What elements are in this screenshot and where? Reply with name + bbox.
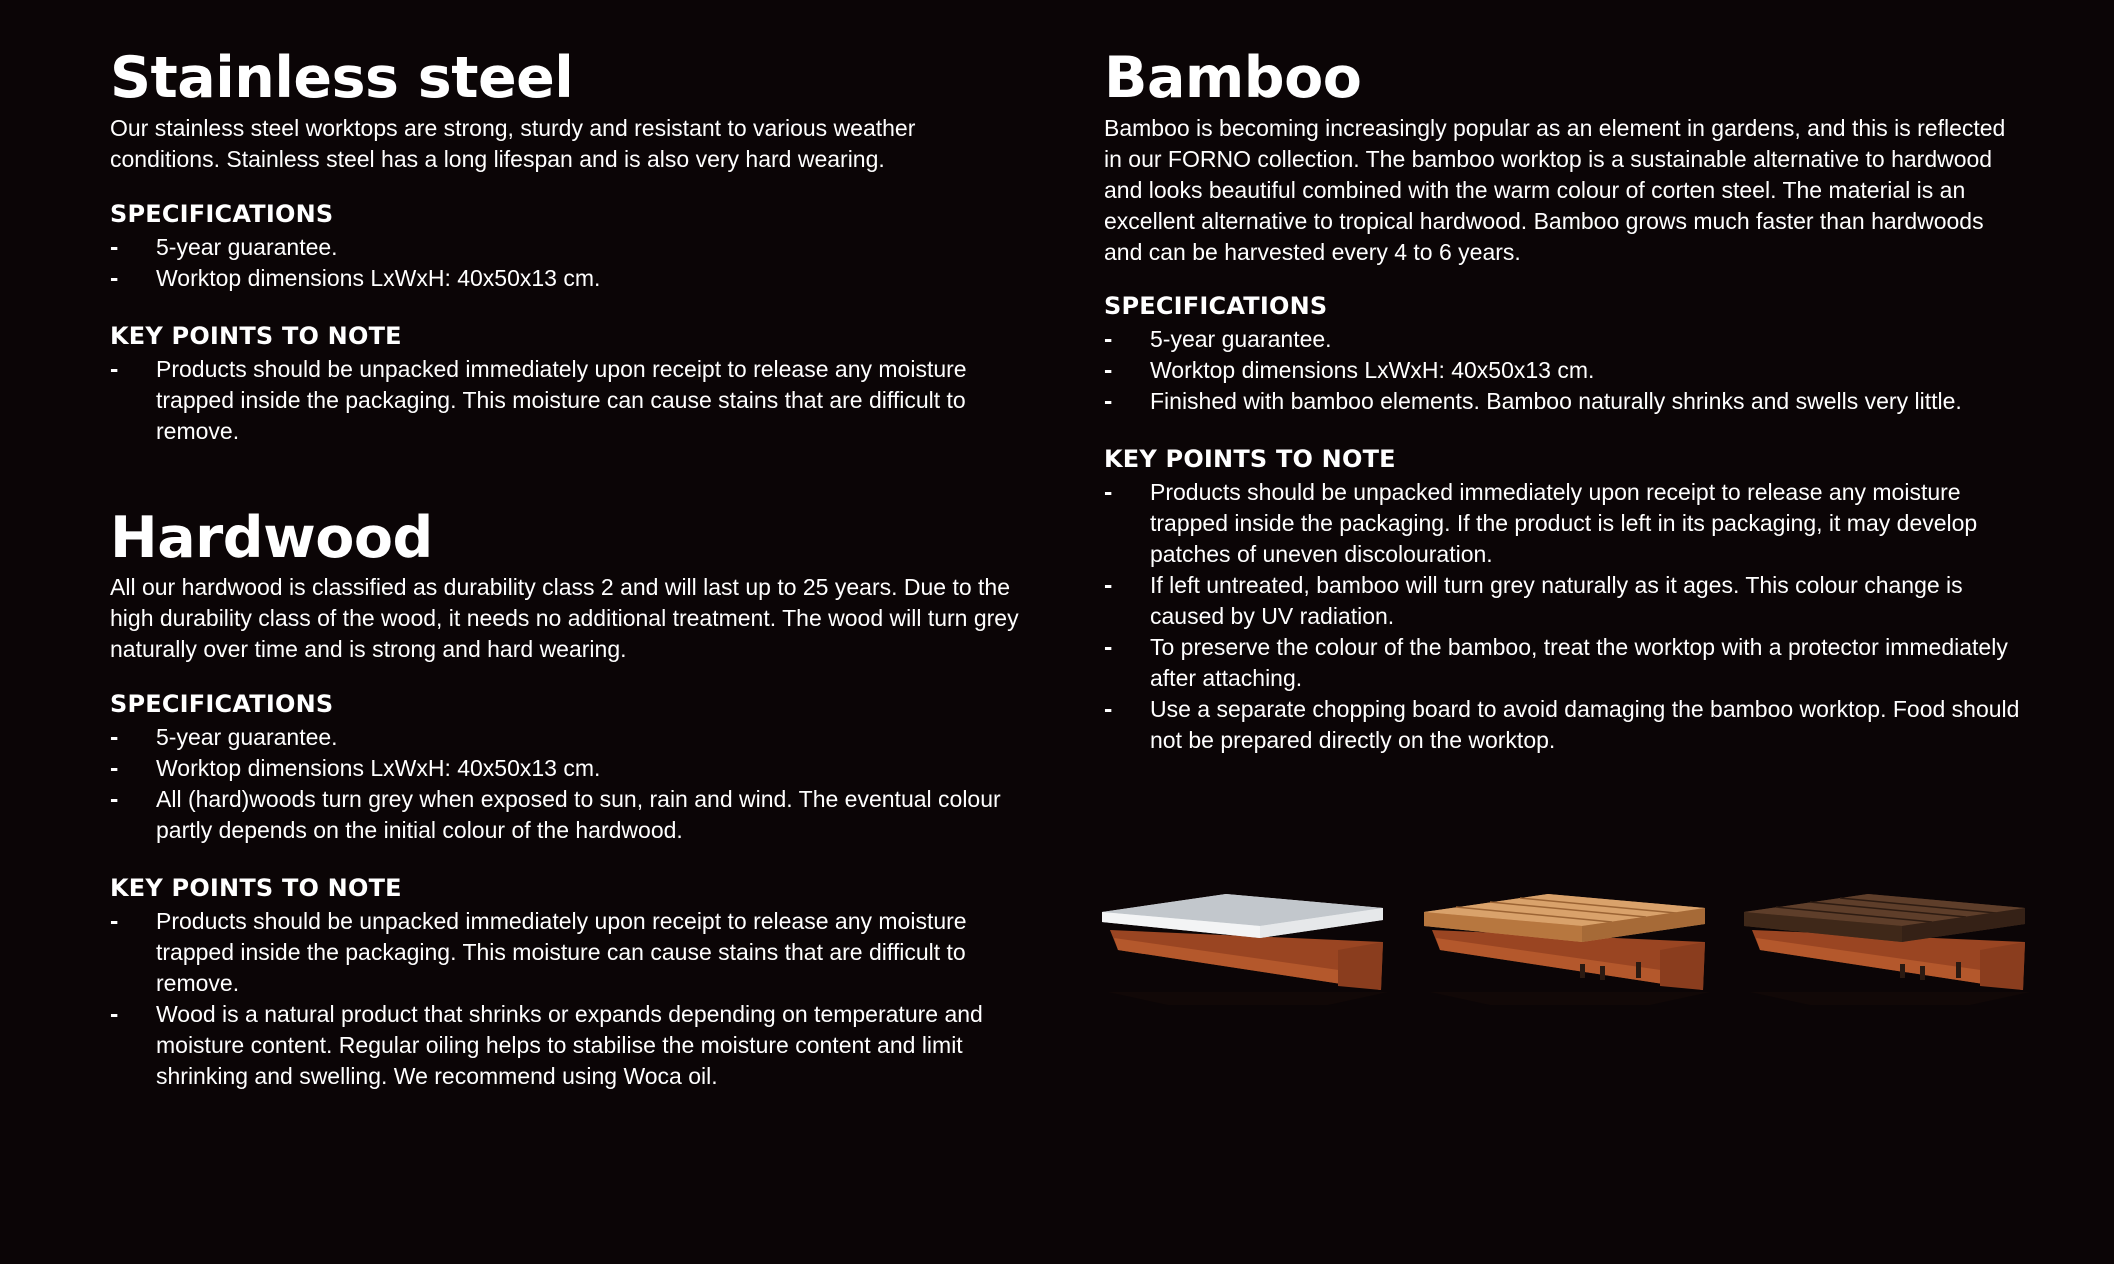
hardwood-section <box>110 505 1030 571</box>
hardwood-intro-block <box>110 572 1030 665</box>
stainless-key-block <box>110 321 1030 447</box>
bamboo-key-block <box>1104 444 2024 756</box>
hardwood-worktop-image <box>1740 880 2040 1010</box>
hardwood-key-block <box>110 873 1030 1092</box>
bamboo-spec-heading: SPECIFICATIONS <box>1104 292 1328 320</box>
stainless-spec-heading: SPECIFICATIONS <box>110 200 334 228</box>
stainless-intro: Our stainless steel worktops are strong, sturdy and resistant to various weather conditions. Stainless steel has a long lifespan and is also very hard wearing. <box>110 115 916 172</box>
list-item: - Worktop dimensions LxWxH: 40x50x13 cm. <box>110 263 1030 294</box>
list-item: - Products should be unpacked immediately upon receipt to release any moisture trapped inside the packaging. This moisture can cause stains that are difficult to remove. <box>110 906 1030 999</box>
list-item: - Wood is a natural product that shrinks or expands depending on temperature and moisture content. Regular oiling helps to stabilise the moisture content and limit shrinking and swelling. We recommend using Woca oil. <box>110 999 1030 1092</box>
stainless-key-list <box>110 354 1030 447</box>
list-item: - Worktop dimensions LxWxH: 40x50x13 cm. <box>1104 355 2024 386</box>
bamboo-key-list <box>1104 477 2024 756</box>
list-item: - 5-year guarantee. <box>110 232 1030 263</box>
bamboo-intro-block <box>1104 113 2024 268</box>
bamboo-worktop-image <box>1420 880 1720 1010</box>
hardwood-spec-list <box>110 722 1030 846</box>
list-item: - 5-year guarantee. <box>1104 324 2024 355</box>
list-item: - To preserve the colour of the bamboo, treat the worktop with a protector immediately after attaching. <box>1104 632 2024 694</box>
stainless-worktop-image <box>1098 880 1398 1010</box>
bamboo-key-heading: KEY POINTS TO NOTE <box>1104 445 1396 473</box>
list-item: - Use a separate chopping board to avoid damaging the bamboo worktop. Food should not be prepared directly on the worktop. <box>1104 694 2024 756</box>
stainless-key-heading: KEY POINTS TO NOTE <box>110 322 402 350</box>
stainless-intro-block <box>110 113 1030 175</box>
hardwood-title: Hardwood <box>110 505 433 571</box>
bamboo-spec-block <box>1104 291 2024 417</box>
list-item: - Products should be unpacked immediately upon receipt to release any moisture trapped inside the packaging. If the product is left in its packaging, it may develop patches of uneven discolouration. <box>1104 477 2024 570</box>
hardwood-spec-heading: SPECIFICATIONS <box>110 690 334 718</box>
product-images <box>1098 880 2038 1010</box>
list-item: - Products should be unpacked immediately upon receipt to release any moisture trapped inside the packaging. This moisture can cause stains that are difficult to remove. <box>110 354 1030 447</box>
hardwood-intro: All our hardwood is classified as durability class 2 and will last up to 25 years. Due to the high durability class of the wood, it needs no additional treatment. The wood will turn grey naturally over time and is strong and hard wearing. <box>110 574 1019 662</box>
bamboo-spec-list <box>1104 324 2024 417</box>
list-item: - Worktop dimensions LxWxH: 40x50x13 cm. <box>110 753 1030 784</box>
hardwood-key-heading: KEY POINTS TO NOTE <box>110 874 402 902</box>
list-item: - Finished with bamboo elements. Bamboo naturally shrinks and swells very little. <box>1104 386 2024 417</box>
bamboo-section <box>1104 45 2024 111</box>
hardwood-spec-block <box>110 689 1030 846</box>
stainless-spec-block <box>110 199 1030 294</box>
list-item: - If left untreated, bamboo will turn grey naturally as it ages. This colour change is caused by UV radiation. <box>1104 570 2024 632</box>
stainless-section <box>110 45 1030 111</box>
bamboo-title: Bamboo <box>1104 45 1362 111</box>
list-item: - 5-year guarantee. <box>110 722 1030 753</box>
hardwood-key-list <box>110 906 1030 1092</box>
stainless-spec-list <box>110 232 1030 294</box>
bamboo-intro: Bamboo is becoming increasingly popular as an element in gardens, and this is reflected in our FORNO collection. The bamboo worktop is a sustainable alternative to hardwood and looks beautiful combined with the warm colour of corten steel. The material is an excellent alternative to tropical hardwood. Bamboo grows much faster than hardwoods and can be harvested every 4 to 6 years. <box>1104 115 2006 265</box>
list-item: - All (hard)woods turn grey when exposed to sun, rain and wind. The eventual colour partly depends on the initial colour of the hardwood. <box>110 784 1030 846</box>
stainless-title: Stainless steel <box>110 45 574 111</box>
